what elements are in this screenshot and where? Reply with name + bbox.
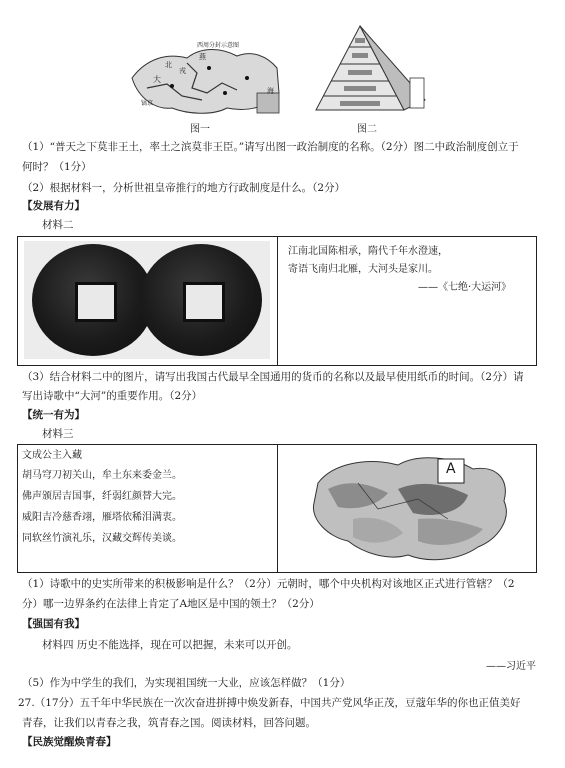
poem2-line-4: 同软丝竹演礼乐，汉藏交辉传美谈。: [22, 533, 182, 544]
question-1-line-1: （1）“普天之下莫非王土，率土之滨莫非王臣。”请写出图一政治制度的名称。（2分）图二中政治制度创立于: [22, 141, 519, 153]
question-27-line-2: 青春，让我们以青春之我，筑青春之国。阅读材料，回答问题。: [22, 717, 316, 729]
coin-left: [32, 244, 154, 356]
figure-2-caption: 图二: [357, 124, 377, 135]
material-4: 材料四 历史不能选择，现在可以把握，未来可以开创。: [42, 639, 298, 651]
section-unify: 【统一有为】: [22, 409, 85, 421]
poem-source: ——《七绝·大运河》: [418, 282, 512, 293]
material-4-source: ——习近平: [486, 661, 536, 672]
map-marker-a: A: [446, 461, 456, 477]
question-5: （5）作为中学生的我们，为实现祖国统一大业，应该怎样做？（1分）: [22, 677, 351, 689]
material-3-table: [17, 444, 537, 573]
question-4-line-1: （1）诗歌中的史实所带来的积极影响是什么？（2分）元朝时，哪个中央机构对该地区正式进行管辖？（2: [22, 578, 515, 590]
question-1-line-2: 何时？（1分）: [22, 161, 92, 173]
question-3-line-2: 写出诗歌中“大河”的重要作用。（2分）: [22, 390, 203, 402]
question-27-line-1: 27.（17分）五千年中华民族在一次次奋进拼搏中焕发新春，中国共产党风华正茂，豆蔻年华的你也正值美好: [18, 697, 521, 709]
section-development: 【发展有力】: [22, 200, 85, 212]
material-2-label: 材料二: [42, 219, 74, 231]
map-label-bei: 北: [165, 61, 172, 69]
poem2-title: 文成公主入藏: [22, 450, 82, 461]
poem2-line-1: 胡马穹刀初关山，牟土东来委金兰。: [22, 470, 182, 481]
map-label-hai: 海: [267, 87, 274, 95]
figure-1-map: [127, 38, 287, 118]
figure-2-pyramid: [300, 20, 435, 118]
map-label-da: 大: [153, 75, 161, 84]
map-label-haojing: 镐京: [141, 100, 154, 107]
section-strong: 【强国有我】: [22, 618, 85, 630]
map-label-yan: 燕: [199, 53, 206, 61]
poem-line-1: 江南北国陈相承，隋代千年水澄速，: [288, 246, 448, 257]
section-youth: 【民族觉醒焕青春】: [22, 736, 117, 748]
question-3-line-1: （3）结合材料二中的图片，请写出我国古代最早全国通用的货币的名称以及最早使用纸币的时间。（2分）请: [22, 371, 524, 383]
map-title: 西周分封示意图: [197, 42, 240, 49]
coin-photo: [24, 241, 270, 359]
poem2-line-3: 威阳吉冷慈香翊，雁塔依稀泪满衷。: [22, 512, 182, 523]
material-3-divider: [277, 445, 278, 572]
question-4-line-2: 分）哪一边界条约在法律上肯定了A地区是中国的领土？（2分）: [22, 598, 320, 610]
material-3-label: 材料三: [42, 428, 74, 440]
china-map: [298, 449, 530, 567]
map-label-rong: 戎: [179, 67, 186, 75]
poem-line-2: 寄语飞南归北雁，大河头是家川。: [288, 264, 438, 275]
question-2: （2）根据材料一，分析世祖皇帝推行的地方行政制度是什么。（2分）: [22, 182, 346, 194]
poem2-line-2: 佛声颁居吉国事，纤弱红颜替大完。: [22, 491, 182, 502]
coin-right: [140, 244, 262, 356]
figure-1-caption: 图一: [190, 124, 210, 135]
material-2-divider: [277, 237, 278, 365]
material-2-table: [17, 236, 537, 366]
